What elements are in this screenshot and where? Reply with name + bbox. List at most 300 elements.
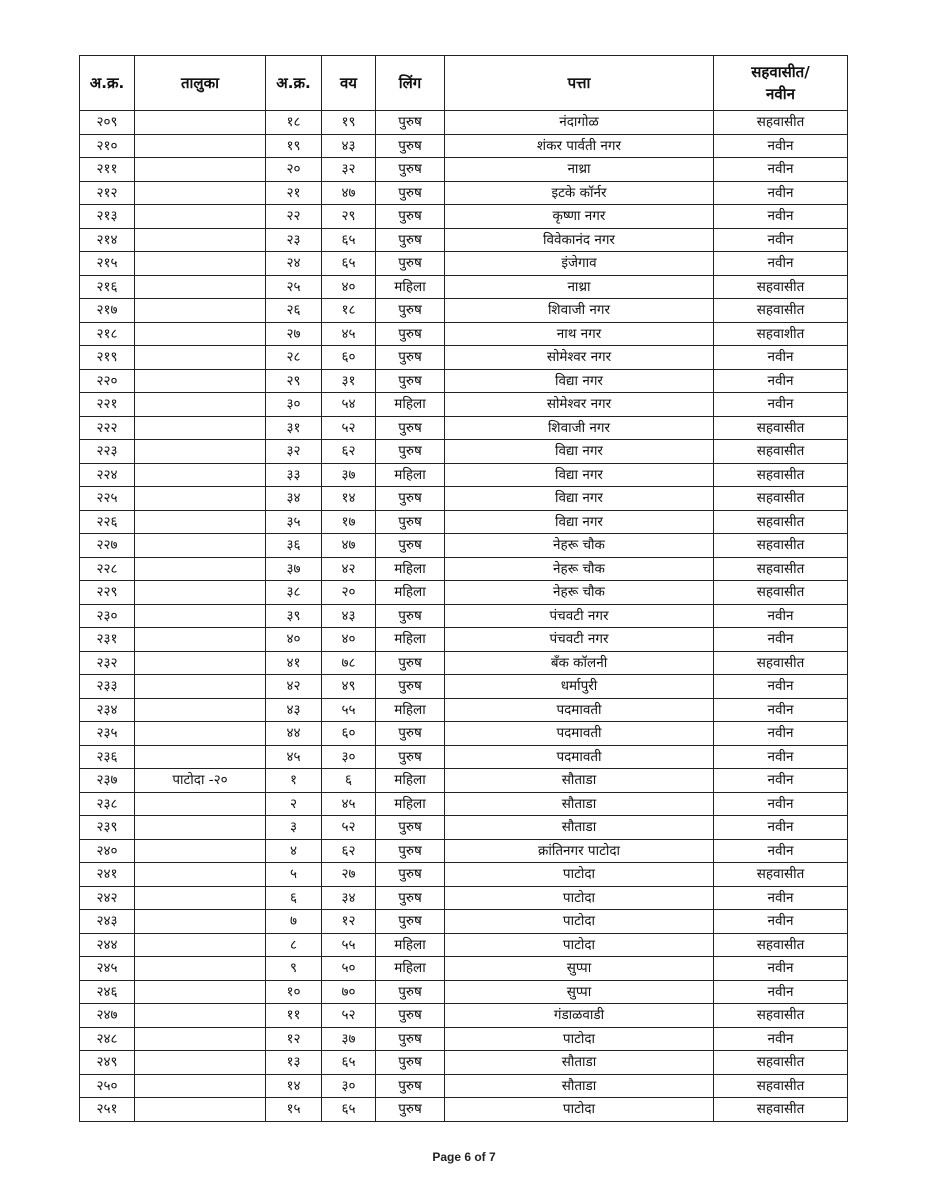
cell-gender: पुरुष — [376, 1051, 445, 1075]
cell-gender: पुरुष — [376, 651, 445, 675]
cell-gender: पुरुष — [376, 534, 445, 558]
cell-status: नवीन — [714, 158, 848, 182]
cell-serial-no: २१६ — [80, 275, 135, 299]
cell-age: ६५ — [322, 252, 376, 276]
cell-status: सहवासीत — [714, 557, 848, 581]
cell-sub-serial-no: ५ — [266, 863, 322, 887]
cell-sub-serial-no: ३९ — [266, 604, 322, 628]
cell-address: विद्या नगर — [445, 440, 714, 464]
cell-gender: पुरुष — [376, 510, 445, 534]
cell-gender: पुरुष — [376, 252, 445, 276]
cell-status: नवीन — [714, 886, 848, 910]
cell-serial-no: २१३ — [80, 205, 135, 229]
header-serial-no: अ.क्र. — [80, 56, 135, 111]
cell-serial-no: २३४ — [80, 698, 135, 722]
cell-taluka — [135, 792, 266, 816]
table-row — [80, 252, 848, 276]
cell-status: नवीन — [714, 675, 848, 699]
table-row — [80, 487, 848, 511]
table-row — [80, 722, 848, 746]
cell-gender: पुरुष — [376, 346, 445, 370]
cell-gender: पुरुष — [376, 322, 445, 346]
cell-address: सौताडा — [445, 1051, 714, 1075]
cell-age: ४३ — [322, 134, 376, 158]
cell-address: सौताडा — [445, 792, 714, 816]
cell-sub-serial-no: २६ — [266, 299, 322, 323]
cell-sub-serial-no: ३१ — [266, 416, 322, 440]
cell-taluka — [135, 581, 266, 605]
cell-gender: पुरुष — [376, 228, 445, 252]
cell-serial-no: २४७ — [80, 1004, 135, 1028]
cell-age: ४५ — [322, 322, 376, 346]
cell-gender: महिला — [376, 628, 445, 652]
cell-serial-no: २१४ — [80, 228, 135, 252]
cell-age: ५५ — [322, 698, 376, 722]
cell-gender: पुरुष — [376, 910, 445, 934]
cell-address: नाथ नगर — [445, 322, 714, 346]
cell-status: सहवासीत — [714, 510, 848, 534]
cell-address: नाथ्रा — [445, 275, 714, 299]
cell-gender: पुरुष — [376, 134, 445, 158]
cell-sub-serial-no: १३ — [266, 1051, 322, 1075]
cell-gender: पुरुष — [376, 299, 445, 323]
cell-serial-no: २०९ — [80, 111, 135, 135]
table-row — [80, 369, 848, 393]
table-row — [80, 134, 848, 158]
cell-age: ३० — [322, 1074, 376, 1098]
cell-taluka — [135, 1074, 266, 1098]
cell-serial-no: २२९ — [80, 581, 135, 605]
cell-taluka — [135, 816, 266, 840]
cell-address: विद्या नगर — [445, 510, 714, 534]
cell-sub-serial-no: १ — [266, 769, 322, 793]
cell-gender: महिला — [376, 933, 445, 957]
cell-age: ५२ — [322, 816, 376, 840]
cell-gender: पुरुष — [376, 205, 445, 229]
cell-age: ६० — [322, 722, 376, 746]
cell-status: नवीन — [714, 792, 848, 816]
cell-gender: पुरुष — [376, 886, 445, 910]
cell-gender: महिला — [376, 792, 445, 816]
table-row — [80, 792, 848, 816]
cell-taluka — [135, 628, 266, 652]
table-row — [80, 416, 848, 440]
cell-serial-no: २१२ — [80, 181, 135, 205]
cell-sub-serial-no: २२ — [266, 205, 322, 229]
cell-status: सहवासीत — [714, 416, 848, 440]
cell-address: नाथ्रा — [445, 158, 714, 182]
cell-age: ४५ — [322, 792, 376, 816]
cell-status: सहवासीत — [714, 1051, 848, 1075]
cell-taluka — [135, 980, 266, 1004]
table-row — [80, 1027, 848, 1051]
cell-gender: पुरुष — [376, 416, 445, 440]
cell-taluka — [135, 205, 266, 229]
table-row — [80, 651, 848, 675]
cell-serial-no: २५१ — [80, 1098, 135, 1122]
cell-sub-serial-no: २४ — [266, 252, 322, 276]
cell-age: ४० — [322, 628, 376, 652]
cell-address: नेहरू चौक — [445, 557, 714, 581]
cell-status: सहवासीत — [714, 275, 848, 299]
table-row — [80, 957, 848, 981]
table-row — [80, 816, 848, 840]
table-row — [80, 769, 848, 793]
cell-status: नवीन — [714, 839, 848, 863]
cell-status: नवीन — [714, 957, 848, 981]
header-taluka: तालुका — [135, 56, 266, 111]
cell-age: २९ — [322, 205, 376, 229]
cell-gender: पुरुष — [376, 1004, 445, 1028]
cell-taluka — [135, 346, 266, 370]
cell-gender: महिला — [376, 957, 445, 981]
cell-gender: पुरुष — [376, 980, 445, 1004]
cell-age: ६५ — [322, 228, 376, 252]
cell-age: ७० — [322, 980, 376, 1004]
cell-sub-serial-no: ९ — [266, 957, 322, 981]
cell-address: पाटोदा — [445, 886, 714, 910]
cell-address: पाटोदा — [445, 933, 714, 957]
table-row — [80, 1004, 848, 1028]
cell-age: ६५ — [322, 1051, 376, 1075]
cell-sub-serial-no: १५ — [266, 1098, 322, 1122]
table-row — [80, 1098, 848, 1122]
cell-serial-no: २३८ — [80, 792, 135, 816]
cell-gender: पुरुष — [376, 839, 445, 863]
cell-sub-serial-no: १९ — [266, 134, 322, 158]
cell-status: सहवासीत — [714, 933, 848, 957]
cell-gender: पुरुष — [376, 816, 445, 840]
cell-age: ५० — [322, 957, 376, 981]
cell-gender: पुरुष — [376, 604, 445, 628]
cell-status: सहवासीत — [714, 863, 848, 887]
cell-serial-no: २२४ — [80, 463, 135, 487]
cell-sub-serial-no: ७ — [266, 910, 322, 934]
cell-sub-serial-no: ६ — [266, 886, 322, 910]
cell-status: सहवासीत — [714, 581, 848, 605]
cell-sub-serial-no: ४० — [266, 628, 322, 652]
cell-age: ३७ — [322, 463, 376, 487]
table-row — [80, 228, 848, 252]
cell-gender: पुरुष — [376, 111, 445, 135]
cell-taluka — [135, 1027, 266, 1051]
cell-status: सहवासीत — [714, 111, 848, 135]
cell-address: शिवाजी नगर — [445, 416, 714, 440]
cell-address: सोमेश्वर नगर — [445, 393, 714, 417]
cell-gender: पुरुष — [376, 745, 445, 769]
cell-status: नवीन — [714, 816, 848, 840]
cell-serial-no: २५० — [80, 1074, 135, 1098]
cell-status: नवीन — [714, 369, 848, 393]
cell-status: नवीन — [714, 134, 848, 158]
cell-serial-no: २१९ — [80, 346, 135, 370]
cell-address: गंडाळवाडी — [445, 1004, 714, 1028]
cell-age: ४९ — [322, 675, 376, 699]
table-row — [80, 675, 848, 699]
cell-taluka — [135, 557, 266, 581]
cell-taluka — [135, 651, 266, 675]
cell-age: ४० — [322, 275, 376, 299]
table-row — [80, 322, 848, 346]
cell-address: इंजेगाव — [445, 252, 714, 276]
cell-address: विवेकानंद नगर — [445, 228, 714, 252]
cell-serial-no: २३९ — [80, 816, 135, 840]
cell-age: ४७ — [322, 181, 376, 205]
cell-address: विद्या नगर — [445, 487, 714, 511]
table-row — [80, 863, 848, 887]
cell-taluka — [135, 863, 266, 887]
cell-status: नवीन — [714, 205, 848, 229]
cell-taluka — [135, 393, 266, 417]
cell-sub-serial-no: २ — [266, 792, 322, 816]
cell-status: नवीन — [714, 252, 848, 276]
cell-gender: महिला — [376, 557, 445, 581]
cell-age: ७८ — [322, 651, 376, 675]
cell-address: सौताडा — [445, 816, 714, 840]
cell-taluka — [135, 463, 266, 487]
cell-sub-serial-no: ३७ — [266, 557, 322, 581]
cell-sub-serial-no: ३ — [266, 816, 322, 840]
table-row — [80, 463, 848, 487]
header-address: पत्ता — [445, 56, 714, 111]
cell-taluka — [135, 933, 266, 957]
cell-gender: पुरुष — [376, 181, 445, 205]
cell-serial-no: २२० — [80, 369, 135, 393]
cell-taluka — [135, 910, 266, 934]
cell-age: १४ — [322, 487, 376, 511]
table-row — [80, 158, 848, 182]
cell-serial-no: २२७ — [80, 534, 135, 558]
cell-address: विद्या नगर — [445, 463, 714, 487]
cell-gender: महिला — [376, 769, 445, 793]
table-row — [80, 557, 848, 581]
cell-address: पाटोदा — [445, 863, 714, 887]
cell-address: कृष्णा नगर — [445, 205, 714, 229]
cell-status: सहवासीत — [714, 1098, 848, 1122]
cell-serial-no: २३० — [80, 604, 135, 628]
cell-taluka — [135, 369, 266, 393]
cell-gender: पुरुष — [376, 675, 445, 699]
cell-status: नवीन — [714, 393, 848, 417]
cell-address: सोमेश्वर नगर — [445, 346, 714, 370]
cell-serial-no: २३५ — [80, 722, 135, 746]
cell-taluka — [135, 604, 266, 628]
cell-serial-no: २३७ — [80, 769, 135, 793]
cell-gender: महिला — [376, 393, 445, 417]
cell-address: पंचवटी नगर — [445, 628, 714, 652]
cell-serial-no: २३१ — [80, 628, 135, 652]
cell-taluka — [135, 534, 266, 558]
cell-sub-serial-no: ३८ — [266, 581, 322, 605]
cell-taluka — [135, 1051, 266, 1075]
cell-sub-serial-no: ८ — [266, 933, 322, 957]
cell-age: ४७ — [322, 534, 376, 558]
cell-sub-serial-no: २७ — [266, 322, 322, 346]
table-row — [80, 440, 848, 464]
cell-status: नवीन — [714, 745, 848, 769]
cell-taluka — [135, 158, 266, 182]
cell-status: नवीन — [714, 181, 848, 205]
cell-taluka: पाटोदा -२० — [135, 769, 266, 793]
cell-age: ४२ — [322, 557, 376, 581]
cell-sub-serial-no: २५ — [266, 275, 322, 299]
table-row — [80, 299, 848, 323]
header-sub-serial-no: अ.क्र. — [266, 56, 322, 111]
table-row — [80, 111, 848, 135]
cell-age: ५५ — [322, 933, 376, 957]
table-row — [80, 205, 848, 229]
cell-taluka — [135, 181, 266, 205]
cell-serial-no: २१७ — [80, 299, 135, 323]
cell-taluka — [135, 322, 266, 346]
table-row — [80, 181, 848, 205]
cell-sub-serial-no: ३६ — [266, 534, 322, 558]
cell-sub-serial-no: १२ — [266, 1027, 322, 1051]
cell-address: पाटोदा — [445, 1098, 714, 1122]
cell-address: क्रांतिनगर पाटोदा — [445, 839, 714, 863]
cell-serial-no: २११ — [80, 158, 135, 182]
cell-taluka — [135, 745, 266, 769]
cell-gender: पुरुष — [376, 1027, 445, 1051]
cell-serial-no: २२३ — [80, 440, 135, 464]
cell-address: शिवाजी नगर — [445, 299, 714, 323]
table-row — [80, 886, 848, 910]
cell-serial-no: २३६ — [80, 745, 135, 769]
cell-sub-serial-no: २० — [266, 158, 322, 182]
cell-status: सहवासीत — [714, 299, 848, 323]
cell-age: २० — [322, 581, 376, 605]
cell-taluka — [135, 510, 266, 534]
cell-serial-no: २२६ — [80, 510, 135, 534]
header-age: वय — [322, 56, 376, 111]
cell-age: ६५ — [322, 1098, 376, 1122]
table-row — [80, 604, 848, 628]
table-row — [80, 933, 848, 957]
cell-taluka — [135, 886, 266, 910]
cell-serial-no: २२२ — [80, 416, 135, 440]
cell-serial-no: २४८ — [80, 1027, 135, 1051]
cell-taluka — [135, 1004, 266, 1028]
table-row — [80, 534, 848, 558]
cell-status: सहवासीत — [714, 487, 848, 511]
cell-serial-no: २४० — [80, 839, 135, 863]
cell-status: नवीन — [714, 980, 848, 1004]
cell-gender: पुरुष — [376, 863, 445, 887]
cell-gender: पुरुष — [376, 440, 445, 464]
cell-address: सौताडा — [445, 769, 714, 793]
cell-address: बँक कॉलनी — [445, 651, 714, 675]
cell-sub-serial-no: २३ — [266, 228, 322, 252]
cell-gender: पुरुष — [376, 1074, 445, 1098]
cell-taluka — [135, 299, 266, 323]
header-gender: लिंग — [376, 56, 445, 111]
cell-address: पदमावती — [445, 745, 714, 769]
table-row — [80, 628, 848, 652]
header-status: सहवासीत/ नवीन — [714, 56, 848, 111]
cell-serial-no: २४९ — [80, 1051, 135, 1075]
cell-status: नवीन — [714, 698, 848, 722]
cell-address: नेहरू चौक — [445, 534, 714, 558]
cell-sub-serial-no: ३४ — [266, 487, 322, 511]
cell-status: नवीन — [714, 346, 848, 370]
cell-status: सहवासीत — [714, 440, 848, 464]
cell-age: ३० — [322, 745, 376, 769]
cell-status: सहवासीत — [714, 651, 848, 675]
cell-taluka — [135, 416, 266, 440]
table-row — [80, 346, 848, 370]
cell-sub-serial-no: ४ — [266, 839, 322, 863]
cell-status: नवीन — [714, 1027, 848, 1051]
cell-taluka — [135, 440, 266, 464]
cell-sub-serial-no: ११ — [266, 1004, 322, 1028]
cell-sub-serial-no: ४३ — [266, 698, 322, 722]
cell-age: ६२ — [322, 440, 376, 464]
table-row — [80, 393, 848, 417]
cell-gender: महिला — [376, 463, 445, 487]
cell-taluka — [135, 957, 266, 981]
cell-address: सौताडा — [445, 1074, 714, 1098]
cell-serial-no: २२८ — [80, 557, 135, 581]
table-row — [80, 1074, 848, 1098]
cell-address: पदमावती — [445, 722, 714, 746]
cell-age: ३७ — [322, 1027, 376, 1051]
table-body — [80, 111, 848, 1122]
cell-gender: महिला — [376, 698, 445, 722]
cell-age: ४३ — [322, 604, 376, 628]
cell-taluka — [135, 275, 266, 299]
cell-taluka — [135, 675, 266, 699]
cell-taluka — [135, 228, 266, 252]
cell-sub-serial-no: ४१ — [266, 651, 322, 675]
cell-sub-serial-no: २८ — [266, 346, 322, 370]
cell-serial-no: २४१ — [80, 863, 135, 887]
cell-serial-no: २२१ — [80, 393, 135, 417]
cell-status: नवीन — [714, 628, 848, 652]
cell-status: सहवासीत — [714, 534, 848, 558]
cell-age: ५४ — [322, 393, 376, 417]
cell-status: सहवासीत — [714, 1074, 848, 1098]
cell-sub-serial-no: ४५ — [266, 745, 322, 769]
cell-sub-serial-no: ४४ — [266, 722, 322, 746]
cell-address: धर्मापुरी — [445, 675, 714, 699]
cell-serial-no: २३२ — [80, 651, 135, 675]
cell-serial-no: २४२ — [80, 886, 135, 910]
cell-sub-serial-no: २१ — [266, 181, 322, 205]
cell-serial-no: २१५ — [80, 252, 135, 276]
cell-sub-serial-no: ३५ — [266, 510, 322, 534]
cell-age: १७ — [322, 510, 376, 534]
table-row — [80, 1051, 848, 1075]
cell-gender: पुरुष — [376, 722, 445, 746]
cell-taluka — [135, 722, 266, 746]
cell-gender: महिला — [376, 581, 445, 605]
table-row — [80, 581, 848, 605]
cell-taluka — [135, 487, 266, 511]
cell-status: नवीन — [714, 228, 848, 252]
cell-address: पदमावती — [445, 698, 714, 722]
cell-taluka — [135, 111, 266, 135]
cell-status: नवीन — [714, 910, 848, 934]
cell-address: सुप्पा — [445, 957, 714, 981]
cell-address: नेहरू चौक — [445, 581, 714, 605]
cell-address: शंकर पार्वती नगर — [445, 134, 714, 158]
cell-taluka — [135, 839, 266, 863]
cell-address: विद्या नगर — [445, 369, 714, 393]
cell-serial-no: २१० — [80, 134, 135, 158]
table-row — [80, 698, 848, 722]
cell-sub-serial-no: ३३ — [266, 463, 322, 487]
cell-age: ३१ — [322, 369, 376, 393]
